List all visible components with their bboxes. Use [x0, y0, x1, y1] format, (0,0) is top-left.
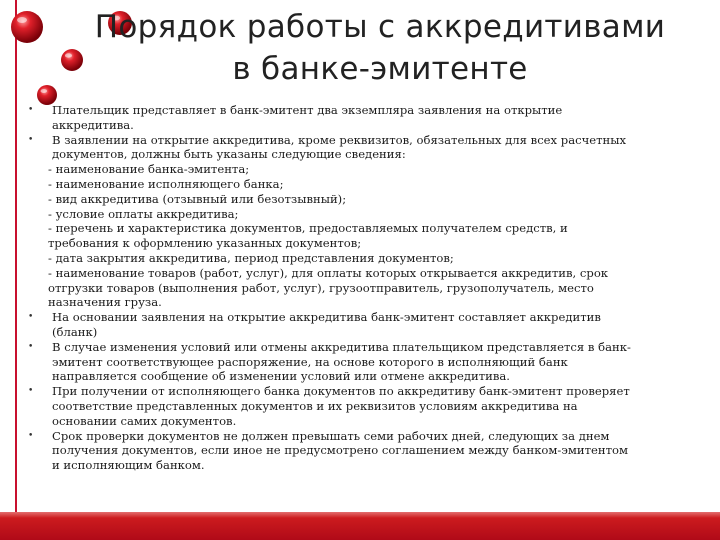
item-line: назначения груза. — [48, 295, 162, 310]
item-line: соответствие представленных документов и их реквизитов условиям аккредитива на — [52, 398, 578, 413]
item-line: эмитент соответствующее распоряжение, на основе которого в исполняющий банк — [52, 354, 568, 369]
bullet-item — [24, 384, 704, 428]
bullet-item — [24, 310, 704, 340]
bottom-bar-shine — [0, 512, 720, 518]
red-ball-icon — [10, 10, 44, 44]
item-line: аккредитива. — [52, 117, 134, 132]
item-line: и исполняющим банком. — [52, 458, 205, 473]
item-line: - вид аккредитива (отзывный или безотзывный); — [48, 191, 347, 206]
content-list — [24, 103, 704, 473]
item-line: • Срок проверки документов не должен превышать семи рабочих дней, следующих за днем — [52, 428, 610, 443]
item-line: требования к оформлению указанных документов; — [48, 236, 362, 251]
item-line: - наименование банка-эмитента; — [48, 162, 250, 177]
page-title — [40, 6, 720, 90]
sub-item — [24, 266, 704, 310]
title-line-1: Порядок работы с аккредитивами — [94, 9, 666, 45]
item-line: (бланк) — [52, 324, 98, 339]
item-line: - наименование товаров (работ, услуг), для оплаты которых открывается аккредитив, срок — [48, 265, 609, 280]
item-line: • В случае изменения условий или отмены аккредитива плательщиком представляется в банк- — [52, 339, 631, 354]
bullet-item — [24, 103, 704, 133]
item-line: - перечень и характеристика документов, предоставляемых получателем средств, и — [48, 221, 568, 236]
item-line: • Плательщик представляет в банк-эмитент два экземпляра заявления на открытие — [52, 103, 563, 117]
bullet-item — [24, 340, 704, 384]
item-line: отгрузки товаров (выполнения работ, услуг), грузоотправитель, грузополучатель, место — [48, 280, 594, 295]
bullet-item — [24, 429, 704, 473]
item-line: • На основании заявления на открытие аккредитива банк-эмитент составляет аккредитив — [52, 310, 601, 325]
item-line: направляется сообщение об изменении условий или отмене аккредитива. — [52, 369, 510, 384]
item-line: • В заявлении на открытие аккредитива, кроме реквизитов, обязательных для всех расчетных — [52, 132, 627, 147]
left-accent-line — [15, 0, 17, 512]
bullet-item — [24, 133, 704, 163]
sub-item — [24, 192, 704, 207]
title-line-2: в банке-эмитенте — [232, 51, 528, 87]
sub-item — [24, 251, 704, 266]
item-line: - наименование исполняющего банка; — [48, 176, 284, 191]
item-line: • При получении от исполняющего банка документов по аккредитиву банк-эмитент проверяет — [52, 384, 630, 399]
sub-item — [24, 177, 704, 192]
item-line: документов, должны быть указаны следующие сведения: — [52, 147, 406, 162]
sub-item — [24, 207, 704, 222]
item-line: - дата закрытия аккредитива, период представления документов; — [48, 250, 454, 265]
item-line: основании самих документов. — [52, 413, 237, 428]
bottom-bar — [0, 512, 720, 540]
item-line: - условие оплаты аккредитива; — [48, 206, 239, 221]
sub-item — [24, 162, 704, 177]
item-line: получения документов, если иное не предусмотрено соглашением между банком-эмитентом — [52, 443, 629, 458]
sub-item — [24, 221, 704, 251]
